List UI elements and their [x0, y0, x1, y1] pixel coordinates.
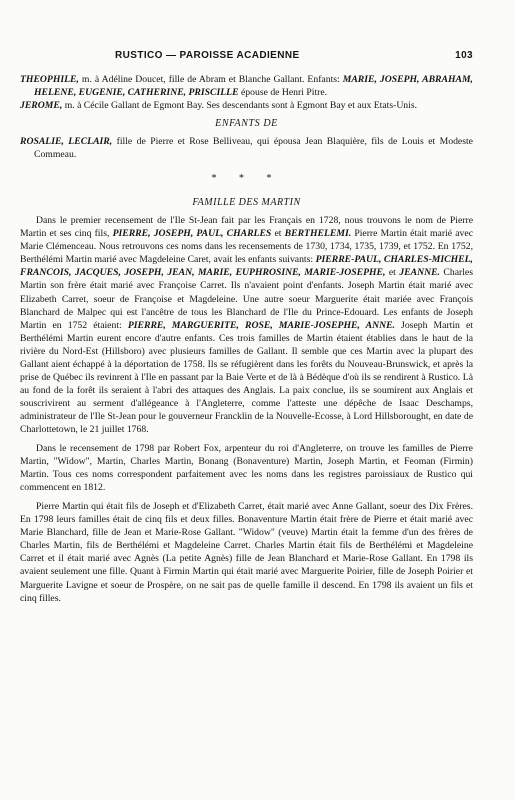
genealogy-entry-jerome	[20, 99, 473, 112]
para-text: Dans le premier recensement de l'Ile St-Jean fait par les Français en 1728, nous trouvons le nom de Pierre Martin et ses cinq fils,	[20, 215, 473, 240]
para-text: Pierre Martin était marié avec Marie Clémenceau. Nous retrouvons ces noms dans les recensements de 1730, 1734, 1735, 1739, et 1752. En 1752, Berthélémi Martin marié avec Magdeleine Caret, avait les enfants suivants:	[20, 228, 473, 266]
genealogy-entry-rosalie	[20, 135, 473, 161]
para-names: PIERRE, JOSEPH, PAUL, CHARLES	[112, 228, 272, 240]
running-title: RUSTICO — PAROISSE ACADIENNE	[115, 50, 300, 61]
paragraph-1	[20, 214, 473, 436]
para-text: et	[385, 267, 400, 279]
para-text: Joseph Martin et Berthélémi Martin eurent encore d'autre enfants. Ces trois familles de Martin étaient établies dans le haut de la rivière du Nord-Est (Hillsboro) avec plusieurs familles de Gallant. Il semble que ces Martin avec la plupart des Gallant aient échappé à la déportation de 1758. Ils se réfugièrent dans les forêts du Nouveau-Brunswick, et après la prise de Québec ils revinrent à l'Ile en passant par la Baie Verte et de là à Bédèque d'où ils se rendirent à Rustico. Là au fond de la forêt ils seraient à l'abri des attaques des Anglais. La paix conclue, ils se soumirent aux Anglais et souscrivirent au serment d'allégeance à l'Angleterre, comme l'atteste une dépêche de Isaac Deschamps, administrateur de l'Ile St-Jean pour le gouverneur Francklin de la Nouvelle-Ecosse, à Lord Hillsborought, en date de Charlottetown, le 21 juillet 1768.	[20, 319, 473, 435]
enfants-heading: ENFANTS DE	[215, 118, 278, 130]
para-names: BERTHELEMI.	[284, 228, 352, 240]
entry-name: THEOPHILE,	[20, 74, 79, 85]
genealogy-entry-theophile	[20, 73, 473, 99]
para-names: PIERRE, MARGUERITE, ROSE, MARIE-JOSEPHE, ANNE.	[127, 319, 395, 331]
page-number: 103	[455, 50, 473, 61]
para-text: Charles Martin son frère était marié avec Françoise Carret. Ils n'avaient point d'enfants. Joseph Martin était marié avec Elizabeth Carret, soeur de Françoise et Magdeleine. Une autre soeur Marguerite était mariée avec François Blanchard de Malpec qui est l'ancêtre de tous les Blanchard de l'Ile du Prince-Edouard. Les enfants de Joseph Martin en 1752 étaient:	[20, 267, 473, 331]
entry-text: m. à Cécile Gallant de Egmont Bay. Ses descendants sont à Egmont Bay et aux Etats-Unis.	[62, 100, 418, 112]
paragraph-2: Dans le recensement de 1798 par Robert Fox, arpenteur du roi d'Angleterre, on trouve les familles de Pierre Martin, "Widow", Martin, Charles Martin, Bonang (Bonaventure) Martin, Joseph Martin, et Feoman (Firmin) Martin. Tous ces noms correspondent parfaitement avec les noms dans les registres paroissiaux de Rustico qui commencent en 1812.	[20, 443, 473, 494]
entry-text: fille de Pierre et Rose Belliveau, qui épousa Jean Blaquière, fils de Louis et Modeste Commeau.	[34, 136, 473, 161]
para-names: JEANNE.	[399, 267, 440, 279]
entry-children: MARIE, JOSEPH, ABRAHAM, HELENE, EUGENIE, CATHERINE, PRISCILLE	[34, 74, 473, 99]
running-header	[20, 50, 473, 61]
para-text: et	[271, 228, 285, 240]
entry-name: ROSALIE, LECLAIR,	[20, 136, 113, 148]
section-title: FAMILLE DES MARTIN	[192, 197, 301, 209]
section-separator: * * *	[211, 173, 282, 185]
entry-text: m. à Adéline Doucet, fille de Abram et Blanche Gallant. Enfants:	[78, 74, 343, 85]
entry-text-end: épouse de Henri Pitre.	[238, 87, 328, 99]
paragraph-3: Pierre Martin qui était fils de Joseph et d'Elizabeth Carret, était marié avec Anne Gallant, soeur des Dix Frères. En 1798 leurs familles était de cinq fils et deux filles. Bonaventure Martin était frère de Pierre et était marié avec Marie Blanchard, fille de Jean et Marie-Rose Gallant. "Widow" (veuve) Martin était la femme d'un des frères de Charles Martin, fils de Berthélémi et Magdeleine Carret. Charles Martin était fils de Berthélémi et Magdeleine Carret et il était marié avec Agnès (La petite Agnès) fille de Jean Blanchard et Marie-Rose Gallant. En 1798 ils avaient seulement une fille. Quant à Firmin Martin qui était marié avec Marguerite Poirier, fille de Joseph Poirier et Marguerite Lavigne et soeur de Prospère, on ne sait pas de quelle famille il descend. En 1798 ils avaient un fils et cinq filles.	[20, 501, 473, 604]
para-names: PIERRE-PAUL, CHARLES-MICHEL, FRANCOIS, JACQUES, JOSEPH, JEAN, MARIE, EUPHROSINE, MARIE-JOSEPHE,	[20, 254, 473, 279]
entry-name: JEROME,	[20, 100, 63, 112]
